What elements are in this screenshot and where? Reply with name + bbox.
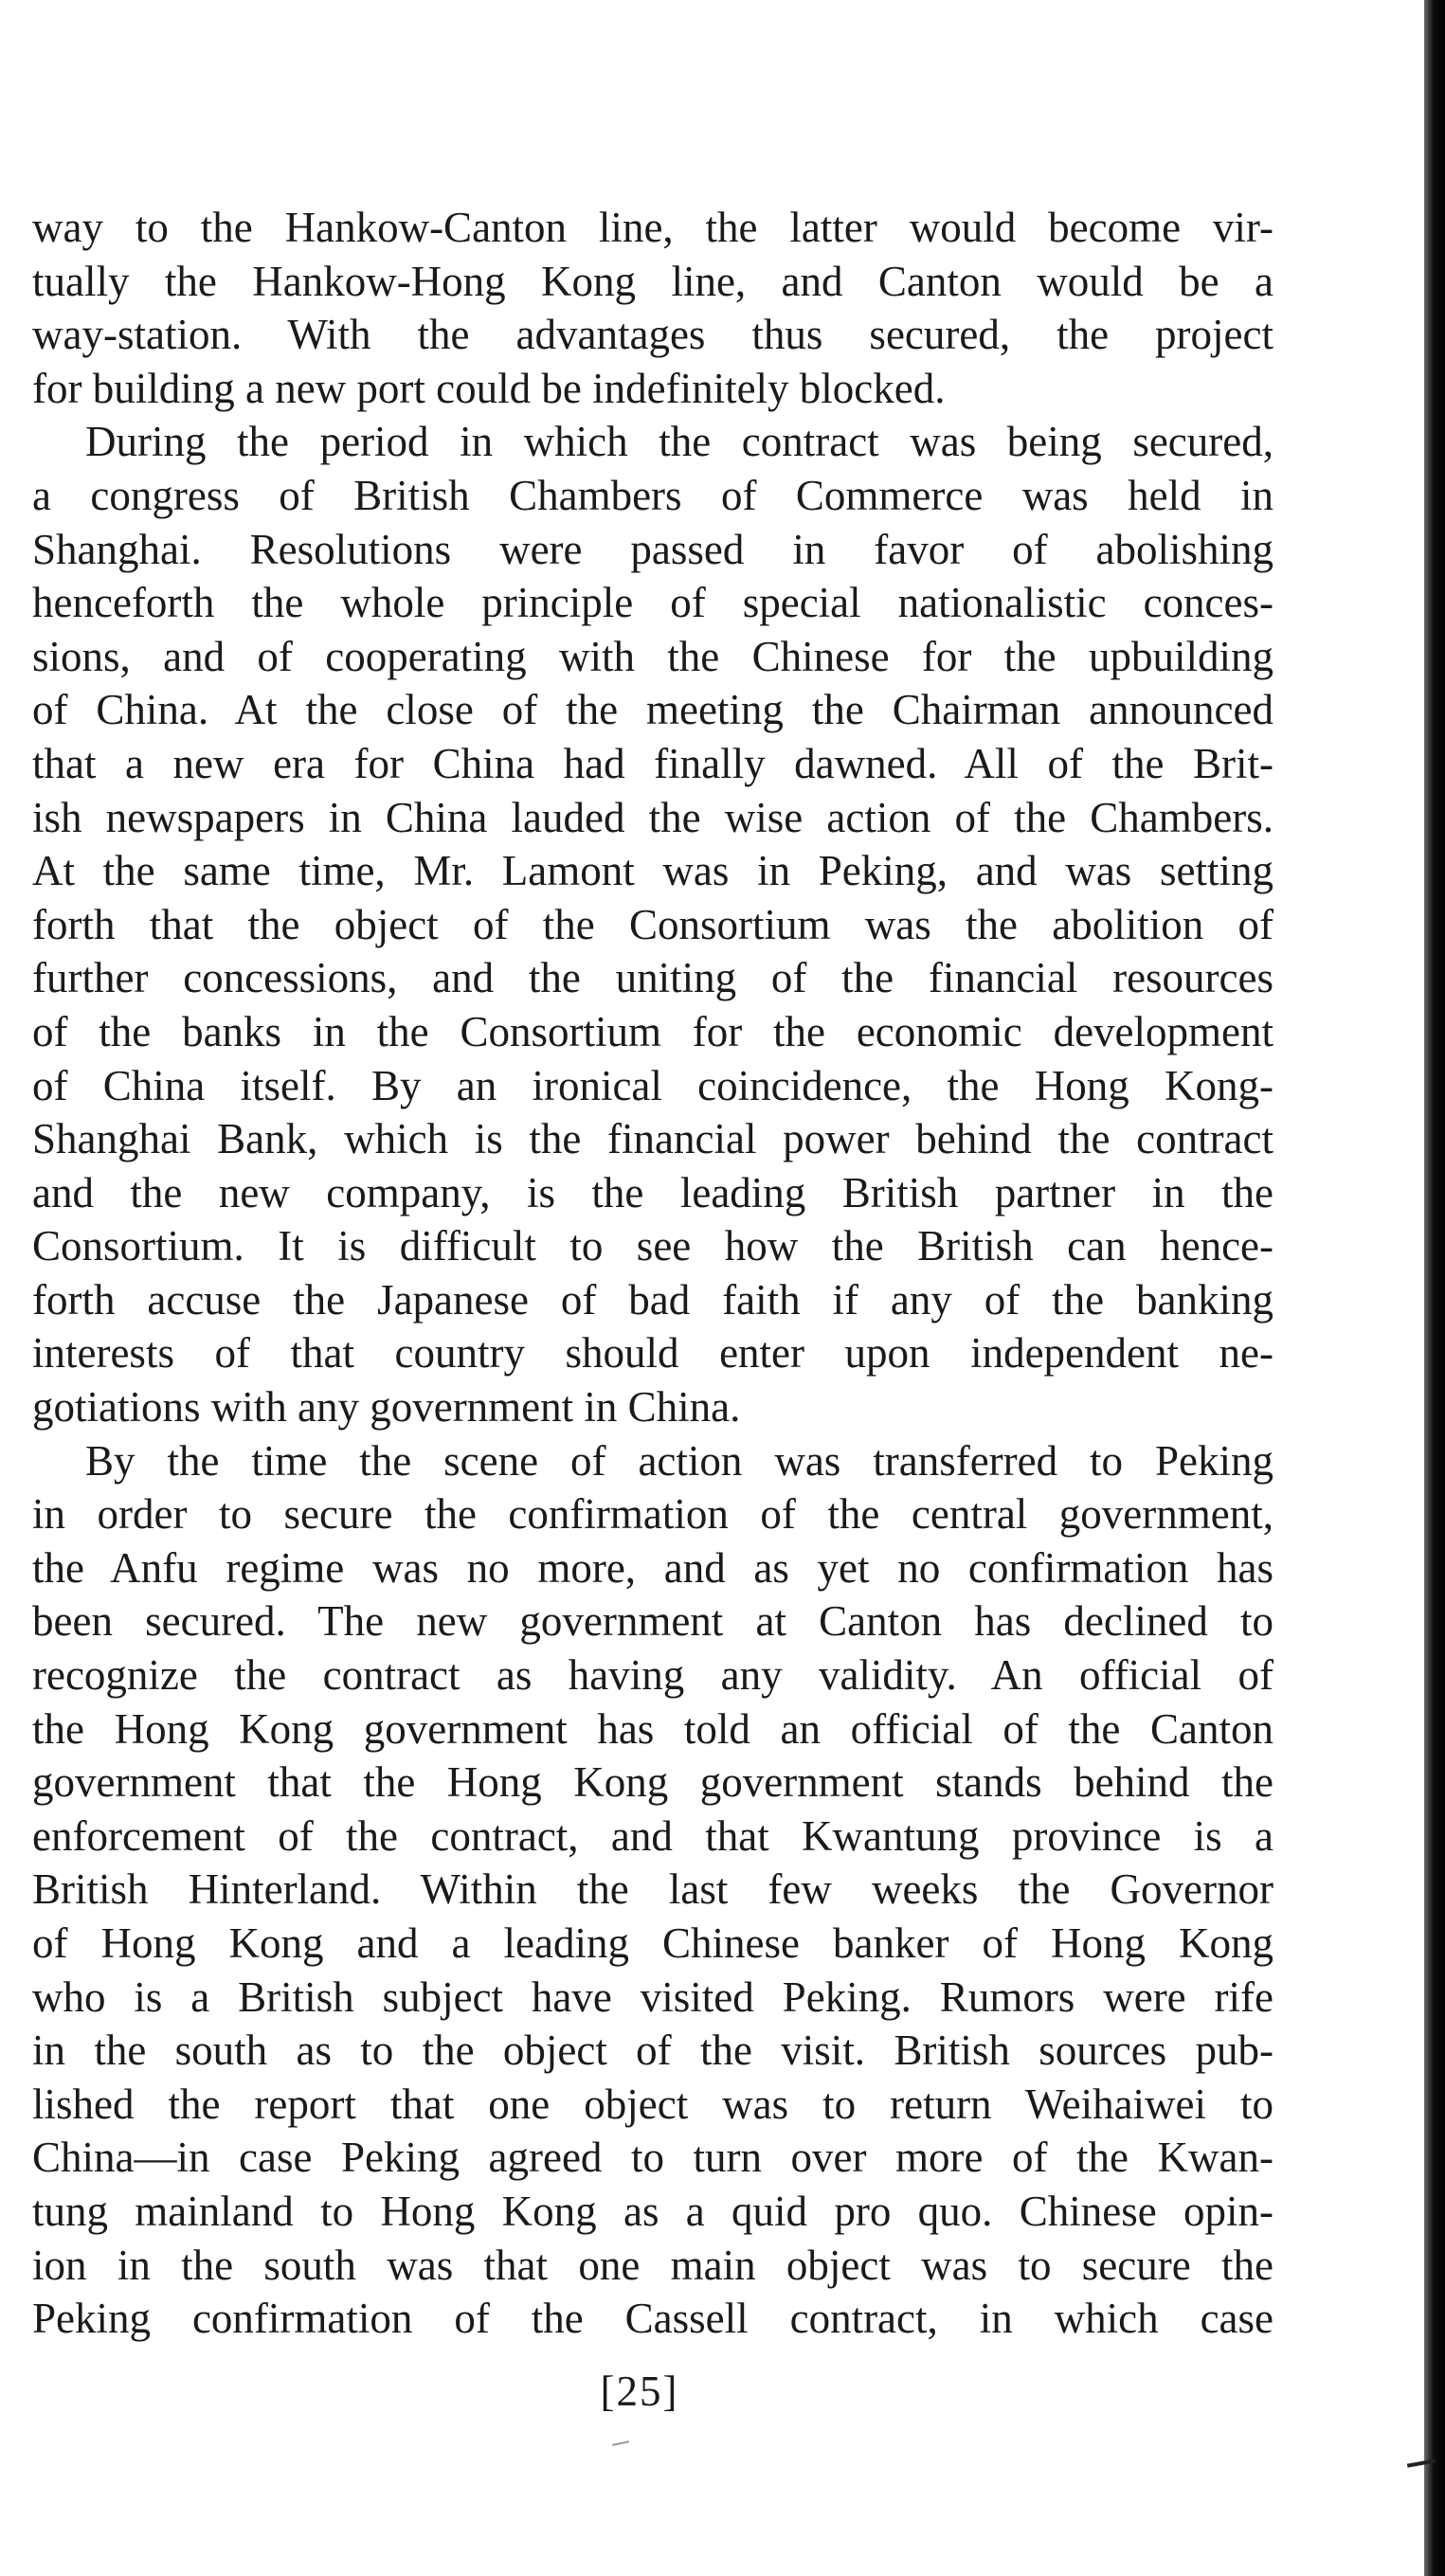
text-line: and the new company, is the leading British partner in the xyxy=(32,1168,1273,1216)
text-line: who is a British subject have visited Peking. Rumors were rife xyxy=(32,1973,1273,2021)
text-line: of China. At the close of the meeting the Chairman announced xyxy=(32,686,1273,734)
text-line: At the same time, Mr. Lamont was in Peking, and was setting xyxy=(32,847,1273,895)
text-line: sions, and of cooperating with the Chinese for the upbuilding xyxy=(32,632,1273,680)
text-line: Shanghai Bank, which is the financial power behind the contract xyxy=(32,1115,1273,1163)
text-line: way-station. With the advantages thus secured, the project xyxy=(32,311,1273,359)
text-line: of Hong Kong and a leading Chinese banker of Hong Kong xyxy=(32,1919,1273,1967)
page-edge-shadow xyxy=(1424,0,1445,2576)
text-line: for building a new port could be indefinitely blocked. xyxy=(32,364,946,412)
paragraph-start-line: By the time the scene of action was transferred to Peking xyxy=(85,1436,1273,1485)
text-line: in the south as to the object of the visit. British sources pub- xyxy=(32,2027,1273,2075)
page-number: [25] xyxy=(600,2368,679,2415)
text-line: gotiations with any government in China. xyxy=(32,1383,741,1432)
text-line: forth that the object of the Consortium was the abolition of xyxy=(32,900,1273,948)
text-line: way to the Hankow-Canton line, the latter would become vir- xyxy=(32,204,1273,251)
text-line: forth accuse the Japanese of bad faith if any of the banking xyxy=(32,1275,1273,1324)
text-line: of China itself. By an ironical coincidence, the Hong Kong- xyxy=(32,1061,1273,1109)
print-speck xyxy=(612,2441,629,2446)
text-line: the Anfu regime was no more, and as yet no confirmation has xyxy=(32,1543,1273,1592)
text-line: henceforth the whole principle of special nationalistic conces- xyxy=(32,579,1273,627)
text-line: Peking confirmation of the Cassell contract, in which case xyxy=(32,2295,1273,2343)
text-line: tung mainland to Hong Kong as a quid pro quo. Chinese opin- xyxy=(32,2187,1273,2235)
text-line: enforcement of the contract, and that Kwantung province is a xyxy=(32,1811,1273,1860)
text-line: British Hinterland. Within the last few weeks the Governor xyxy=(32,1865,1273,1914)
body-text xyxy=(32,201,1273,2346)
text-line: recognize the contract as having any validity. An official of xyxy=(32,1651,1273,1700)
text-line: lished the report that one object was to return Weihaiwei to xyxy=(32,2080,1273,2128)
text-line: government that the Hong Kong government stands behind the xyxy=(32,1758,1273,1807)
text-line: in order to secure the confirmation of the central government, xyxy=(32,1490,1273,1539)
text-line: further concessions, and the uniting of the financial resources xyxy=(32,954,1273,1002)
text-line: been secured. The new government at Canton has declined to xyxy=(32,1597,1273,1646)
text-line: interests of that country should enter upon independent ne- xyxy=(32,1329,1273,1378)
text-line: Consortium. It is difficult to see how the British can hence- xyxy=(32,1222,1273,1270)
paragraph-start-line: During the period in which the contract was being secured, xyxy=(85,418,1273,466)
text-line: a congress of British Chambers of Commerce was held in xyxy=(32,471,1273,519)
text-line: ish newspapers in China lauded the wise action of the Chambers. xyxy=(32,793,1273,841)
text-line: Shanghai. Resolutions were passed in favor of abolishing xyxy=(32,525,1273,573)
text-line: that a new era for China had finally dawned. All of the Brit- xyxy=(32,739,1273,787)
text-line: ion in the south was that one main object was to secure the xyxy=(32,2241,1273,2289)
text-line: of the banks in the Consortium for the economic development xyxy=(32,1007,1273,1055)
text-line: tually the Hankow-Hong Kong line, and Canton would be a xyxy=(32,257,1273,305)
text-line: the Hong Kong government has told an official of the Canton xyxy=(32,1704,1273,1753)
text-line: China—in case Peking agreed to turn over more of the Kwan- xyxy=(32,2134,1273,2182)
